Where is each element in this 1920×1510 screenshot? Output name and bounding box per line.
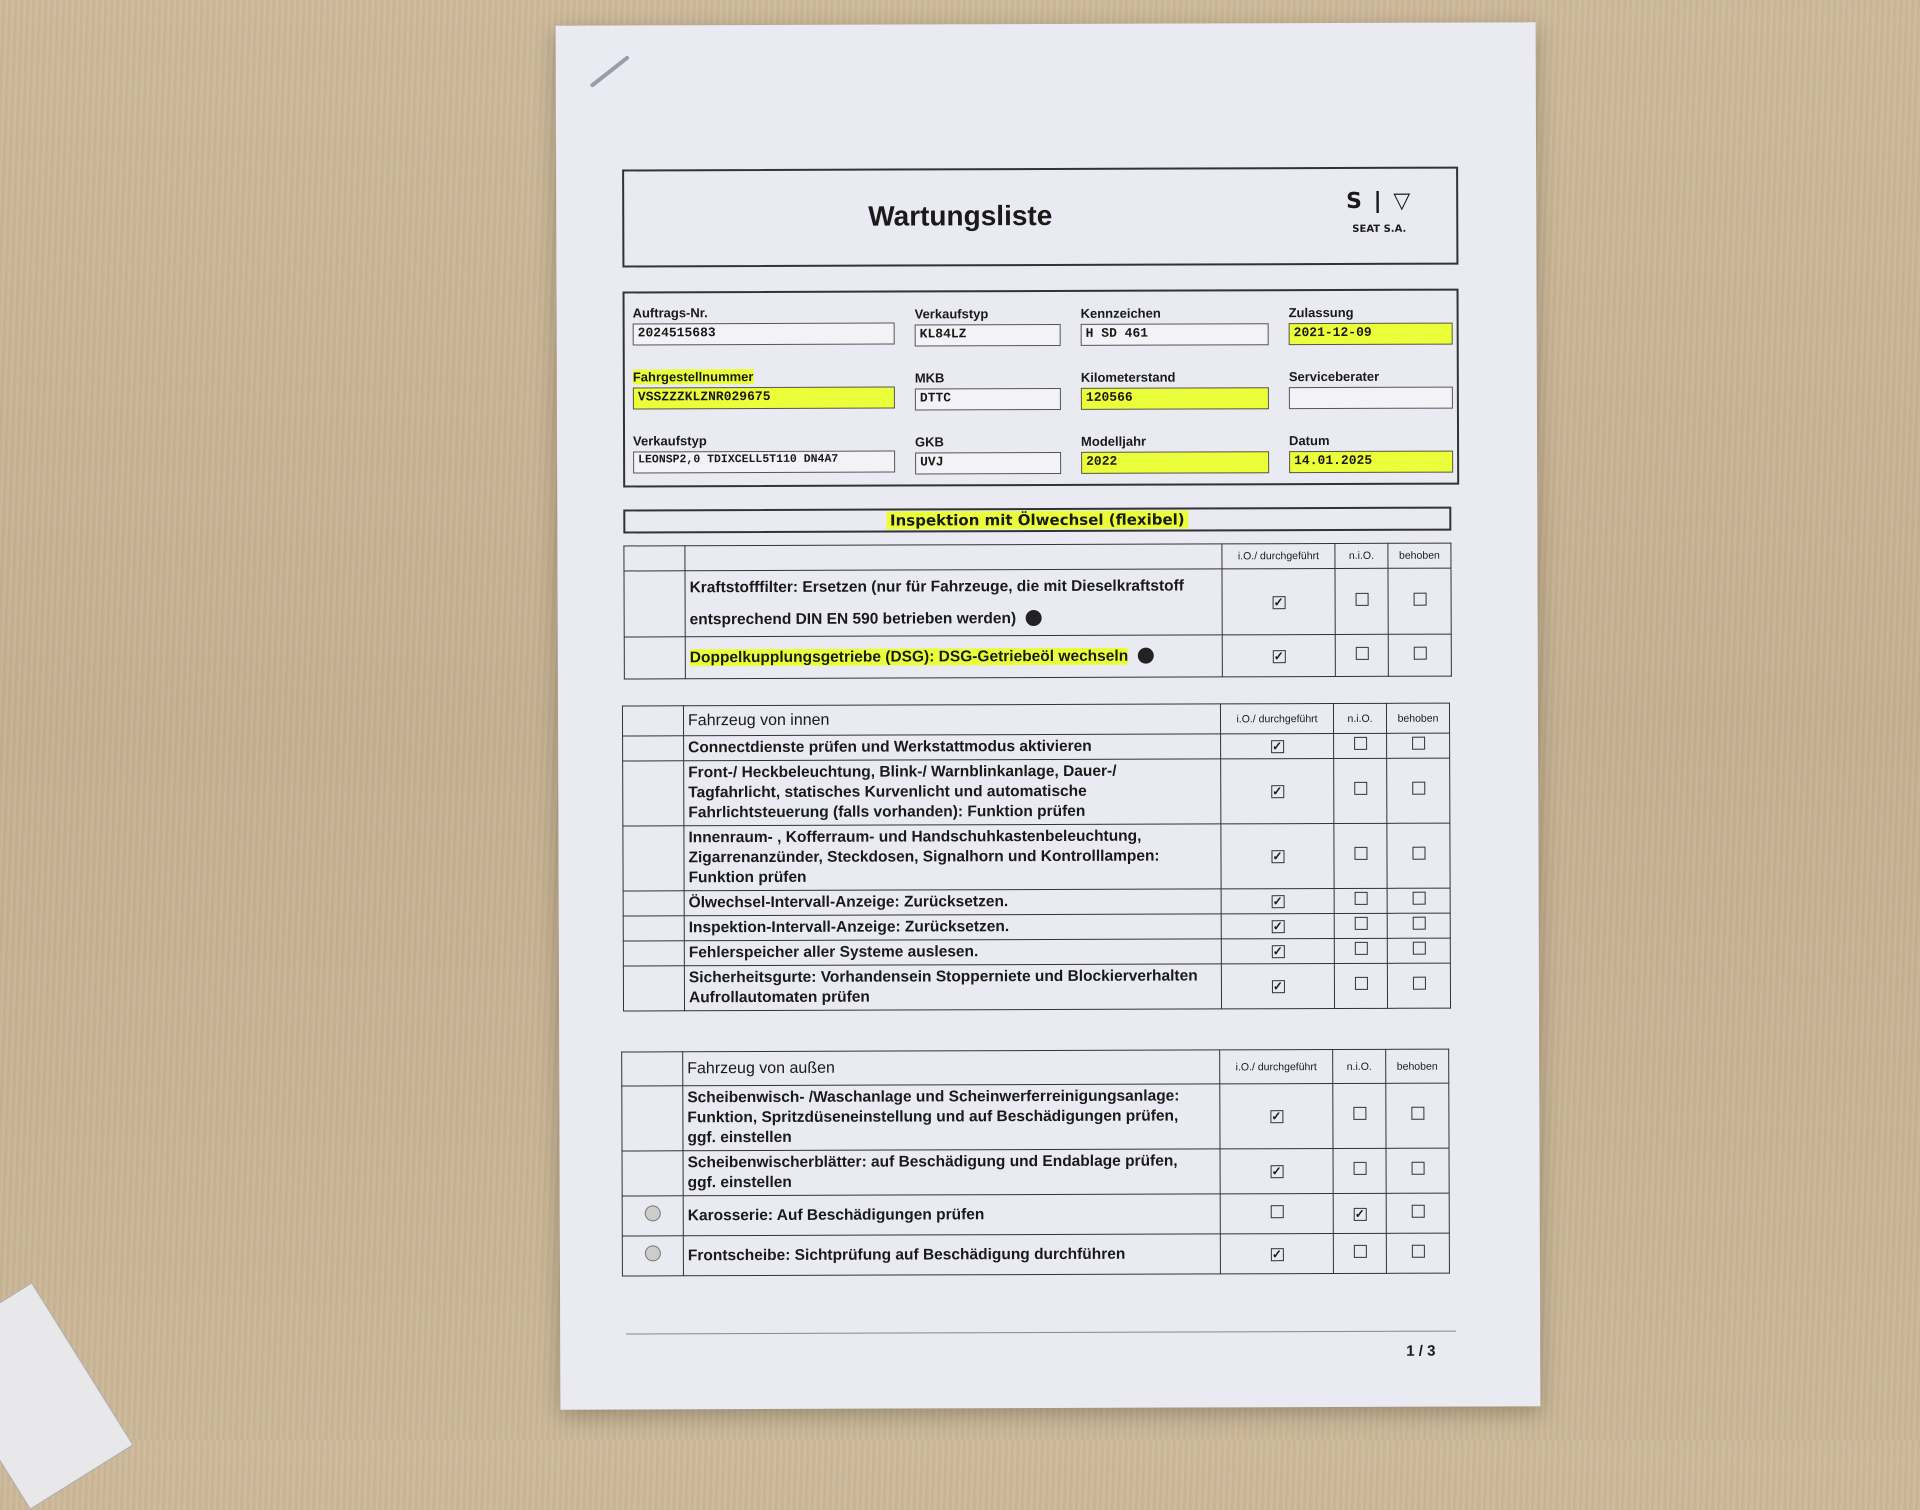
checkbox-behoben[interactable] bbox=[1387, 733, 1450, 758]
checkbox-nio[interactable] bbox=[1335, 568, 1388, 634]
footer-divider bbox=[626, 1331, 1456, 1335]
table-row: Fehlerspeicher aller Systeme auslesen. ✓ bbox=[623, 938, 1450, 966]
page-number: 1 / 3 bbox=[1406, 1342, 1436, 1360]
seat-logo bbox=[1334, 189, 1424, 235]
field-verkaufstyp-lang: Verkaufstyp LEONSP2,0 TDIXCELL5T110 DN4A7 bbox=[633, 433, 895, 474]
table-row: Kraftstofffilter: Ersetzen (nur für Fahrzeuge, die mit Dieselkraftstoff entsprechend DIN EN 590 betrieben werden) ✓ bbox=[624, 568, 1451, 637]
checkbox-io[interactable]: ✓ bbox=[1221, 964, 1334, 1009]
checkbox-behoben[interactable] bbox=[1386, 1083, 1449, 1148]
checkbox-nio[interactable] bbox=[1334, 823, 1387, 888]
checkbox-io[interactable]: ✓ bbox=[1220, 1084, 1333, 1149]
checkbox-behoben[interactable] bbox=[1386, 1233, 1449, 1273]
checkbox-nio[interactable] bbox=[1333, 1233, 1386, 1273]
field-modelljahr: Modelljahr 2022 bbox=[1081, 433, 1269, 474]
document-page bbox=[556, 22, 1541, 1409]
checkbox-behoben[interactable] bbox=[1387, 823, 1450, 888]
table-row: Frontscheibe: Sichtprüfung auf Beschädigung durchführen ✓ bbox=[622, 1233, 1449, 1276]
checkbox-behoben[interactable] bbox=[1388, 634, 1451, 676]
checkbox-nio[interactable] bbox=[1334, 758, 1387, 823]
bullet-icon bbox=[1026, 610, 1042, 626]
field-serviceberater: Serviceberater bbox=[1289, 369, 1453, 410]
checkbox-io[interactable]: ✓ bbox=[1221, 734, 1334, 759]
field-mkb: MKB DTTC bbox=[915, 370, 1061, 411]
document-title: Wartungsliste bbox=[868, 199, 1053, 232]
field-datum: Datum 14.01.2025 bbox=[1289, 433, 1453, 474]
table-row: Inspektion-Intervall-Anzeige: Zurücksetzen. ✓ bbox=[623, 913, 1450, 941]
camera-icon bbox=[645, 1245, 661, 1261]
field-auftrags-nr: Auftrags-Nr. 2024515683 bbox=[633, 305, 895, 346]
checkbox-nio[interactable]: ✓ bbox=[1333, 1193, 1386, 1233]
innen-table bbox=[622, 703, 1451, 1012]
table-row: Scheibenwischerblätter: auf Beschädigung und Endablage prüfen, ggf. einstellen ✓ bbox=[622, 1148, 1449, 1196]
checkbox-nio[interactable] bbox=[1333, 1148, 1386, 1193]
table-header: Fahrzeug von innen i.O./ durchgeführt n.i.O. behoben bbox=[622, 703, 1449, 736]
checkbox-io[interactable]: ✓ bbox=[1221, 939, 1334, 964]
inspection-title: Inspektion mit Ölwechsel (flexibel) bbox=[886, 511, 1189, 530]
aussen-table bbox=[621, 1049, 1450, 1277]
table-row: Connectdienste prüfen und Werkstattmodus aktivieren ✓ bbox=[623, 733, 1450, 761]
checkbox-io[interactable] bbox=[1220, 1194, 1333, 1234]
checkbox-io[interactable]: ✓ bbox=[1220, 1234, 1333, 1274]
logo-text: SEAT S.A. bbox=[1352, 223, 1407, 235]
checkbox-behoben[interactable] bbox=[1387, 938, 1450, 963]
checkbox-behoben[interactable] bbox=[1387, 913, 1450, 938]
checkbox-io[interactable]: ✓ bbox=[1222, 634, 1335, 676]
checkbox-nio[interactable] bbox=[1333, 1083, 1386, 1148]
checkbox-io[interactable]: ✓ bbox=[1220, 1149, 1333, 1194]
checkbox-behoben[interactable] bbox=[1388, 568, 1451, 634]
checkbox-behoben[interactable] bbox=[1387, 888, 1450, 913]
table-row: Ölwechsel-Intervall-Anzeige: Zurücksetzen. ✓ bbox=[623, 888, 1450, 916]
field-kennzeichen: Kennzeichen H SD 461 bbox=[1081, 305, 1269, 346]
checkbox-io[interactable]: ✓ bbox=[1221, 759, 1334, 824]
table-header: Fahrzeug von außen i.O./ durchgeführt n.i.O. behoben bbox=[622, 1049, 1449, 1086]
field-fahrgestellnummer: Fahrgestellnummer VSSZZZKLZNR029675 bbox=[633, 369, 895, 410]
bullet-icon bbox=[1138, 648, 1154, 664]
checkbox-behoben[interactable] bbox=[1387, 963, 1450, 1008]
checkbox-io[interactable]: ✓ bbox=[1221, 824, 1334, 889]
inspection-title-box bbox=[623, 507, 1451, 534]
vehicle-info-box bbox=[623, 289, 1460, 488]
checkbox-io[interactable]: ✓ bbox=[1221, 889, 1334, 914]
field-gkb: GKB UVJ bbox=[915, 434, 1061, 475]
table-row: Innenraum- , Kofferraum- und Handschuhkastenbeleuchtung, Zigarrenanzünder, Steckdosen, Signalhorn und Kontrolllampen: Funktion prüfen ✓ bbox=[623, 823, 1450, 891]
camera-icon bbox=[645, 1205, 661, 1221]
staple bbox=[590, 55, 630, 88]
desk-object bbox=[0, 1282, 134, 1509]
checkbox-nio[interactable] bbox=[1335, 634, 1388, 676]
checkbox-behoben[interactable] bbox=[1387, 758, 1450, 823]
table-row: Scheibenwisch- /Waschanlage und Scheinwerferreinigungsanlage: Funktion, Spritzdüseneinstellung und auf Beschädigungen prüfen, ggf. einstellen ✓ bbox=[622, 1083, 1449, 1151]
checkbox-nio[interactable] bbox=[1334, 888, 1387, 913]
field-verkaufstyp: Verkaufstyp KL84LZ bbox=[915, 306, 1061, 347]
table-row: Karosserie: Auf Beschädigungen prüfen ✓ bbox=[622, 1193, 1449, 1236]
table-row: Sicherheitsgurte: Vorhandensein Stopperniete und Blockierverhalten Aufrollautomaten prüfen ✓ bbox=[623, 963, 1450, 1011]
field-kilometerstand: Kilometerstand 120566 bbox=[1081, 369, 1269, 410]
checkbox-nio[interactable] bbox=[1334, 913, 1387, 938]
checkbox-behoben[interactable] bbox=[1386, 1193, 1449, 1233]
title-box bbox=[622, 167, 1458, 268]
table-row: Doppelkupplungsgetriebe (DSG): DSG-Getriebeöl wechseln ✓ bbox=[624, 634, 1451, 679]
inspection-table bbox=[623, 543, 1451, 680]
checkbox-io[interactable]: ✓ bbox=[1221, 914, 1334, 939]
checkbox-nio[interactable] bbox=[1334, 733, 1387, 758]
checkbox-nio[interactable] bbox=[1334, 963, 1387, 1008]
field-zulassung: Zulassung 2021-12-09 bbox=[1289, 305, 1453, 346]
checkbox-behoben[interactable] bbox=[1386, 1148, 1449, 1193]
logo-icon: S | ▽ bbox=[1346, 188, 1413, 214]
table-row: Front-/ Heckbeleuchtung, Blink-/ Warnblinkanlage, Dauer-/ Tagfahrlicht, statisches Kurvenlicht und automatische Fahrlichtsteuerung (falls vorhanden): Funktion prüfen ✓ bbox=[623, 758, 1450, 826]
table-header: i.O./ durchgeführt n.i.O. behoben bbox=[624, 543, 1451, 571]
checkbox-io[interactable]: ✓ bbox=[1222, 568, 1335, 634]
checkbox-nio[interactable] bbox=[1334, 938, 1387, 963]
